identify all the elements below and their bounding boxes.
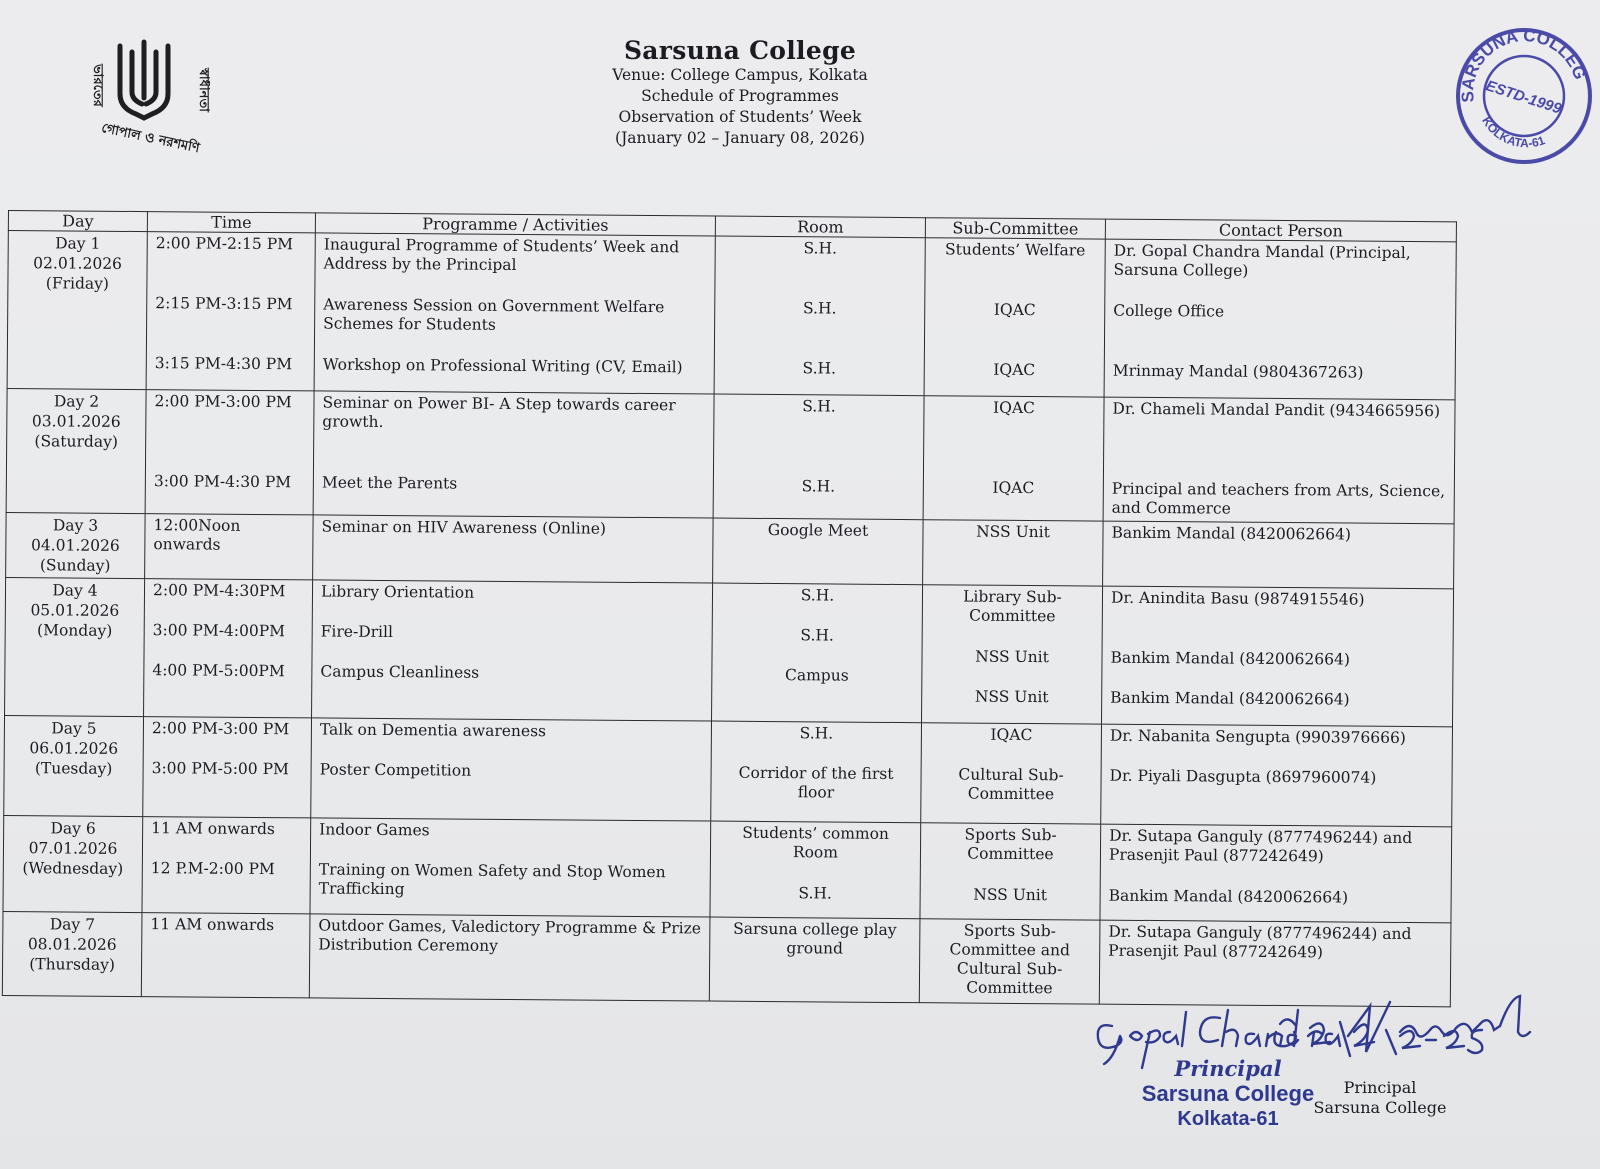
column-header-contact: Contact Person [1105,219,1456,242]
session-subcommittee: Students’ Welfare [944,240,1086,260]
programme-cell [312,580,713,721]
room-cell [710,821,921,919]
svg-text:গোপাল ও নরশমণি: গোপাল ও নরশমণি [100,120,201,154]
stamp-role: Principal [1174,1056,1282,1081]
session-time: 11 AM onwards [151,819,275,839]
table-row-day-5 [4,715,1453,826]
programme-cell [313,391,714,518]
column-header-programme: Programme / Activities [315,213,715,236]
session-subcommittee: IQAC [993,300,1036,320]
schedule-title: Schedule of Programmes [641,87,839,105]
printed-org: Sarsuna College [1313,1098,1447,1117]
subcommittee-cell [919,919,1100,1004]
table-row-day-2 [6,388,1455,523]
printed-signatory [1300,1078,1460,1118]
session-room: S.H. [802,359,837,378]
session-contact: Bankim Mandal (8420062664) [1111,523,1352,544]
time-cell [146,232,315,391]
session-programme: Workshop on Professional Writing (CV, Email) [322,355,683,377]
room-cell [711,721,922,823]
session-room: S.H. [798,884,832,903]
day-weekday: (Friday) [45,274,110,293]
stamp-top-text: SARSUNA COLLEG [1457,25,1590,104]
session-contact: Dr. Chameli Mandal Pandit (9434665956) [1112,399,1441,421]
day-label: Day 2 [53,392,100,411]
room-cell [714,236,925,396]
day-date: 04.01.2026 [30,536,120,555]
session-room: S.H. [800,626,834,645]
room-cell [713,394,924,520]
session-time: 3:00 PM-4:30 PM [153,472,292,492]
session-programme: Meet the Parents [321,473,458,493]
subcommittee-cell [921,723,1102,824]
programme-cell [311,718,712,821]
contact-cell [1101,586,1453,727]
session-room: S.H. [799,724,834,743]
day-cell [2,911,142,996]
day-label: Day 6 [50,819,96,838]
session-subcommittee: NSS Unit [973,885,1048,905]
programme-cell [309,914,710,1001]
schedule-table-wrapper [2,210,1456,1007]
session-contact: Dr. Sutapa Ganguly (8777496244) and Prasenjit Paul (877242649) [1108,922,1412,962]
time-cell [141,913,310,998]
room-cell [713,518,924,585]
session-room: S.H. [801,477,836,496]
svg-text:ভারতের: ভারতের [90,64,105,107]
day-cell [6,388,146,513]
session-programme: Campus Cleanliness [320,662,480,682]
room-cell [712,583,923,723]
session-programme: Inaugural Programme of Students’ Week and Address by the Principal [323,235,680,274]
day-weekday: (Wednesday) [22,859,124,878]
seal-stamp-icon [1452,24,1596,168]
session-time: 3:00 PM-5:00 PM [151,759,289,779]
session-subcommittee: Cultural Sub-Committee [958,765,1064,804]
session-room: Students’ common Room [742,823,890,862]
session-subcommittee: IQAC [990,725,1033,745]
day-date: 05.01.2026 [30,601,120,620]
session-room: Corridor of the first floor [738,763,894,802]
day-date: 03.01.2026 [31,412,121,431]
session-programme: Fire-Drill [320,622,394,642]
stamp-center-text: ESTD-1999 [1483,77,1564,118]
table-row-day-6 [3,815,1452,922]
session-subcommittee: Sports Sub-Committee [964,825,1057,864]
session-subcommittee: NSS Unit [975,647,1049,667]
session-programme: Poster Competition [319,760,472,780]
session-time: 3:00 PM-4:00PM [152,621,286,641]
document-header [560,36,920,149]
day-label: Day 4 [52,581,98,600]
day-cell [6,512,146,578]
day-label: Day 3 [52,516,99,535]
session-room: S.H. [800,586,835,605]
stamp-bottom-text: KOLKATA-61 [1479,114,1547,151]
session-contact: Dr. Piyali Dasgupta (8697960074) [1109,766,1377,787]
time-cell [145,514,314,580]
session-contact: Bankim Mandal (8420062664) [1108,886,1349,907]
table-row-day-1 [7,231,1456,400]
session-time: 2:15 PM-3:15 PM [155,294,293,314]
programme-cell [310,818,711,917]
session-subcommittee: IQAC [993,360,1036,380]
contact-cell [1104,239,1456,400]
session-room: Google Meet [767,520,869,540]
session-contact: Bankim Mandal (8420062664) [1110,648,1351,669]
principal-stamp [1128,1056,1328,1131]
session-contact: Dr. Sutapa Ganguly (8777496244) and Prasenjit Paul (877242649) [1108,826,1413,866]
session-time: 2:00 PM-2:15 PM [155,234,294,254]
session-subcommittee: IQAC [992,478,1035,498]
column-header-day: Day [8,211,147,232]
session-programme: Outdoor Games, Valedictory Programme & Prize Distribution Ceremony [318,916,702,955]
time-cell [144,579,313,718]
college-logo [80,36,210,154]
session-contact: Mrinmay Mandal (9804367263) [1112,361,1364,382]
day-cell [7,231,147,390]
programme-cell [313,515,713,583]
session-room: Sarsuna college play ground [733,919,897,958]
contact-cell [1103,521,1454,589]
contact-cell [1103,397,1455,524]
column-header-time: Time [147,212,315,233]
stamp-org: Sarsuna College [1141,1081,1315,1106]
room-cell [709,917,920,1003]
session-room: S.H. [802,397,836,416]
contact-cell [1100,824,1452,923]
day-cell [3,815,143,912]
svg-text:KOLKATA-61 [1479,114,1547,150]
session-time: 3:15 PM-4:30 PM [154,354,293,374]
event-dates: (January 02 – January 08, 2026) [615,129,865,147]
day-date: 02.01.2026 [33,254,123,273]
session-room: S.H. [802,299,837,318]
day-label: Day 7 [49,915,96,934]
column-header-subcommittee: Sub-Committee [925,218,1105,239]
session-contact: Dr. Nabanita Sengupta (9903976666) [1109,726,1406,747]
session-time: 2:00 PM-4:30PM [152,581,286,601]
subcommittee-cell [923,520,1104,586]
session-contact: College Office [1113,301,1225,321]
session-room: S.H. [803,239,838,258]
session-programme: Talk on Dementia awareness [319,720,547,741]
session-programme: Library Orientation [320,582,475,602]
session-programme: Seminar on HIV Awareness (Online) [321,517,607,538]
column-header-room: Room [715,216,925,238]
day-cell [4,715,144,816]
subcommittee-cell [923,396,1104,521]
session-contact: Bankim Mandal (8420062664) [1110,688,1350,709]
session-programme: Indoor Games [319,820,430,840]
subcommittee-cell [920,823,1101,920]
table-row-day-4 [5,577,1454,726]
time-cell [143,717,312,818]
day-label: Day 5 [51,719,97,738]
session-subcommittee: NSS Unit [976,522,1050,542]
table-row-day-3 [6,512,1454,588]
college-logo-book-icon [80,36,210,154]
session-subcommittee: Sports Sub-Committee and Cultural Sub-Committee [949,921,1070,998]
day-date: 07.01.2026 [28,839,118,858]
event-title: Observation of Students’ Week [618,108,862,126]
day-weekday: (Sunday) [39,556,111,575]
venue-line: Venue: College Campus, Kolkata [612,66,868,84]
session-programme: Training on Women Safety and Stop Women Trafficking [318,860,666,899]
day-label: Day 1 [55,234,101,253]
svg-text:স্বাধীনতা: স্বাধীনতা [196,68,210,112]
session-time: 11 AM onwards [150,915,275,935]
session-time: 4:00 PM-5:00PM [152,661,285,681]
session-programme: Seminar on Power BI- A Step towards career growth. [322,393,676,431]
day-cell [5,577,145,716]
session-contact: Principal and teachers from Arts, Science, and Commerce [1111,479,1446,518]
session-room: Campus [784,666,849,685]
subcommittee-cell [922,585,1103,724]
schedule-table [2,210,1457,1007]
printed-role: Principal [1343,1078,1417,1097]
programme-cell [314,233,715,394]
session-time: 12 P.M-2:00 PM [150,859,275,879]
session-time: 2:00 PM-3:00 PM [154,392,292,412]
session-time: 2:00 PM-3:00 PM [151,719,290,739]
session-contact: Dr. Anindita Basu (9874915546) [1110,588,1365,609]
day-date: 08.01.2026 [27,935,117,954]
time-cell [142,817,311,914]
session-contact: Dr. Gopal Chandra Mandal (Principal, Sarsuna College) [1113,241,1411,280]
day-weekday: (Saturday) [34,432,119,451]
session-subcommittee: NSS Unit [974,687,1049,707]
session-programme: Awareness Session on Government Welfare Schemes for Students [323,295,665,334]
stamp-location: Kolkata-61 [1177,1108,1279,1130]
day-weekday: (Tuesday) [34,759,113,778]
session-subcommittee: IQAC [992,398,1035,418]
contact-cell [1101,724,1453,827]
day-date: 06.01.2026 [29,739,119,758]
day-weekday: (Thursday) [29,955,115,974]
session-time: 12:00Noon onwards [153,516,241,554]
time-cell [145,390,314,515]
college-name: Sarsuna College [623,36,857,65]
session-subcommittee: Library Sub-Committee [963,587,1062,626]
day-weekday: (Monday) [37,621,113,640]
college-seal-stamp [1452,24,1596,168]
subcommittee-cell [924,238,1105,397]
